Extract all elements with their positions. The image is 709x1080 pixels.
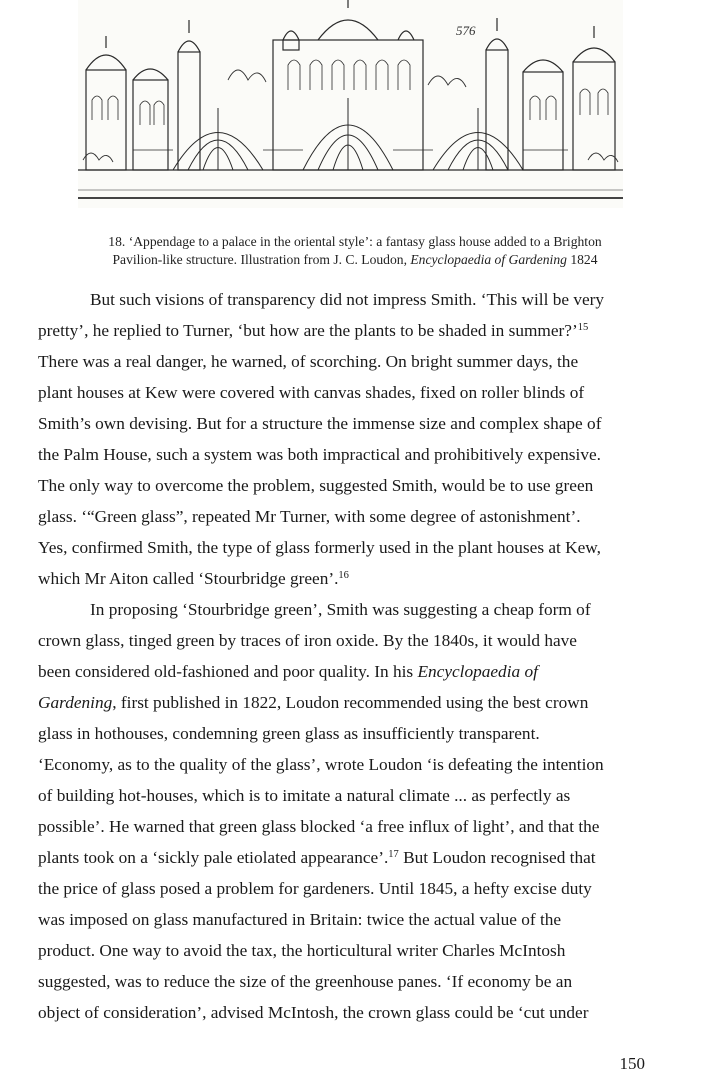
caption-line-2	[40, 251, 670, 269]
footnote-ref-16[interactable]: 16	[338, 570, 349, 581]
text-run: , first published in 1822, Loudon recommended using the best crown	[112, 693, 589, 712]
footnote-ref-17[interactable]: 17	[388, 849, 399, 860]
text-run: But Loudon recognised that	[398, 848, 596, 867]
caption-line-1: 18. ‘Appendage to a palace in the oriental style’: a fantasy glass house added to a Brighton	[108, 234, 602, 249]
text-line: of building hot-houses, which is to imitate a natural climate ... as perfectly as	[38, 786, 571, 805]
text-line: product. One way to avoid the tax, the horticultural writer Charles McIntosh	[38, 941, 566, 960]
plate-number: 576	[456, 23, 476, 38]
figure-illustration	[78, 0, 623, 208]
text-line: plant houses at Kew were covered with canvas shades, fixed on roller blinds of	[38, 383, 585, 402]
text-line: There was a real danger, he warned, of scorching. On bright summer days, the	[38, 352, 579, 371]
footnote-ref-15[interactable]: 15	[577, 322, 589, 333]
text-run: which Mr Aiton called ‘Stourbridge green’.	[38, 569, 339, 588]
text-line: Smith’s own devising. But for a structure the immense size and complex shape of	[38, 414, 602, 433]
text-line: crown glass, tinged green by traces of iron oxide. By the 1840s, it would have	[38, 631, 577, 650]
text-line: possible’. He warned that green glass blocked ‘a free influx of light’, and that the	[38, 817, 600, 836]
text-line	[38, 656, 678, 687]
text-run: plants took on a ‘sickly pale etiolated appearance’.	[38, 848, 389, 867]
text-line: glass in hothouses, condemning green glass as insufficiently transparent.	[38, 724, 540, 743]
text-line: But such visions of transparency did not impress Smith. ‘This will be very	[90, 290, 605, 309]
text-line	[38, 563, 678, 594]
page-number: 150	[619, 1054, 645, 1073]
book-title: Encyclopaedia of	[417, 662, 538, 681]
book-title: Gardening	[38, 693, 113, 712]
text-line: the price of glass posed a problem for gardeners. Until 1845, a hefty excise duty	[38, 879, 592, 898]
caption-text: Pavilion-like structure. Illustration from J. C. Loudon,	[112, 252, 411, 267]
text-line	[38, 842, 678, 873]
text-line: glass. ‘“Green glass”, repeated Mr Turner, with some degree of astonishment’.	[38, 507, 581, 526]
text-line: The only way to overcome the problem, suggested Smith, would be to use green	[38, 476, 594, 495]
caption-year: 1824	[566, 252, 598, 267]
text-line: ‘Economy, as to the quality of the glass’, wrote Loudon ‘is defeating the intention	[38, 755, 604, 774]
figure-caption	[40, 233, 670, 269]
text-line: the Palm House, such a system was both impractical and prohibitively expensive.	[38, 445, 601, 464]
text-line: Yes, confirmed Smith, the type of glass formerly used in the plant houses at Kew,	[38, 538, 601, 557]
text-run: been considered old-fashioned and poor quality. In his	[38, 662, 418, 681]
oriental-glasshouse-engraving-icon	[78, 0, 623, 208]
text-line: suggested, was to reduce the size of the greenhouse panes. ‘If economy be an	[38, 972, 573, 991]
caption-book-title: Encyclopaedia of Gardening	[410, 252, 567, 267]
text-line: In proposing ‘Stourbridge green’, Smith was suggesting a cheap form of	[90, 600, 591, 619]
text-line: was imposed on glass manufactured in Britain: twice the actual value of the	[38, 910, 562, 929]
text-run: pretty’, he replied to Turner, ‘but how are the plants to be shaded in summer?’	[38, 321, 578, 340]
body-text	[38, 284, 678, 1028]
text-line: object of consideration’, advised McIntosh, the crown glass could be ‘cut under	[38, 1003, 589, 1022]
text-line	[38, 687, 678, 718]
text-line	[38, 315, 678, 346]
